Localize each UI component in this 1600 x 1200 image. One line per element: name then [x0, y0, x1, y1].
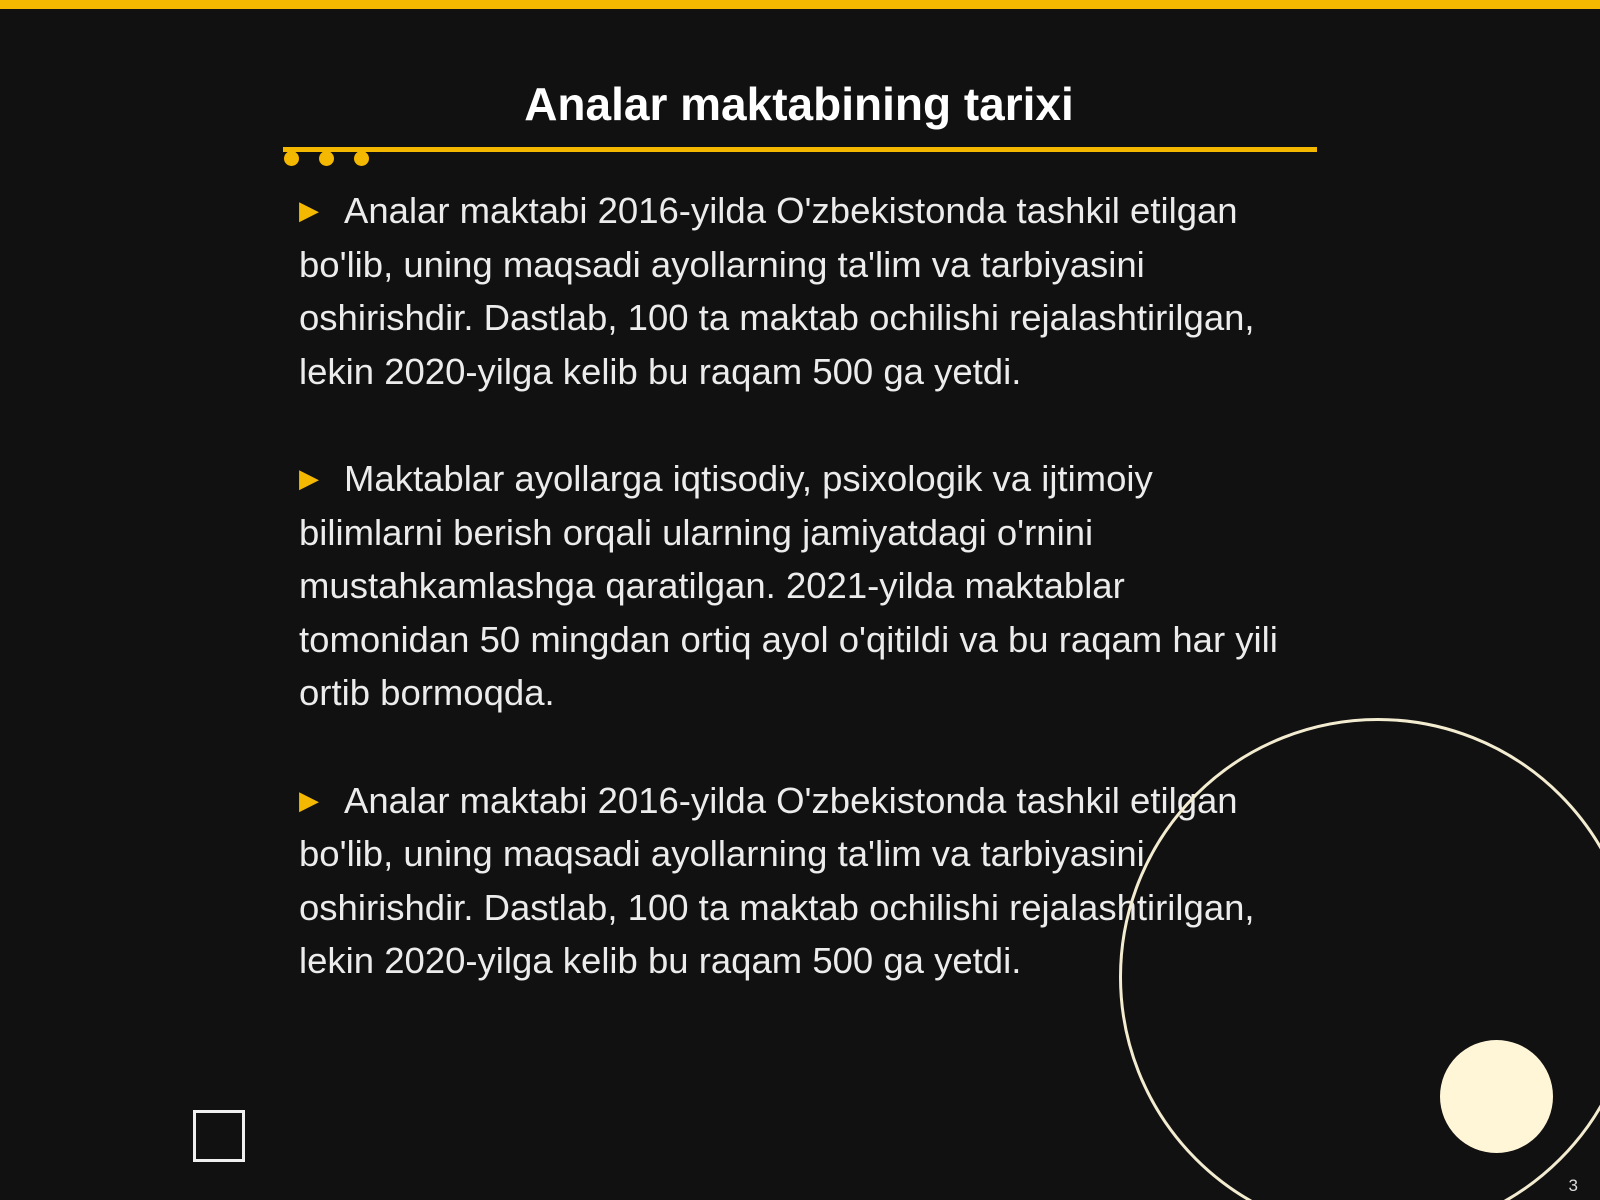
- triangle-bullet-icon: ▶: [299, 195, 319, 225]
- bullet-text: Maktablar ayollarga iqtisodiy, psixologik va ijtimoiy bilimlarni berish orqali ularning jamiyatdagi o'rnini mustahkamlashga qaratilgan. 2021-yilda maktablar tomonidan 50 mingdan ortiq ayol o'qitildi va bu raqam har yili ortib bormoqda.: [299, 458, 1278, 713]
- slide-title: Analar maktabining tarixi: [524, 78, 1074, 130]
- triangle-bullet-icon: ▶: [299, 463, 319, 493]
- top-accent-bar: [0, 0, 1600, 9]
- decorative-circle-filled: [1440, 1040, 1553, 1153]
- bullet-text: Analar maktabi 2016-yilda O'zbekistonda tashkil etilgan bo'lib, uning maqsadi ayollarning ta'lim va tarbiyasini oshirishdir. Dastlab, 100 ta maktab ochilishi rejalashtirilgan, lekin 2020-yilga kelib bu raqam 500 ga yetdi.: [299, 779, 1255, 981]
- triangle-bullet-icon: ▶: [299, 784, 319, 815]
- bullet-text: Analar maktabi 2016-yilda O'zbekistonda tashkil etilgan bo'lib, uning maqsadi ayollarning ta'lim va tarbiyasini oshirishdir. Dastlab, 100 ta maktab ochilishi rejalashtirilgan, lekin 2020-yilga kelib bu raqam 500 ga yetdi.: [299, 190, 1255, 392]
- decorative-square-outline: [193, 1110, 245, 1162]
- decorative-dot: [319, 151, 334, 166]
- title-underline: [283, 147, 1317, 152]
- decorative-dot: [354, 151, 369, 166]
- decorative-dot: [284, 151, 299, 166]
- page-number: 3: [1568, 1176, 1578, 1195]
- bullet-item: [299, 452, 1289, 720]
- bullet-item: [299, 184, 1289, 398]
